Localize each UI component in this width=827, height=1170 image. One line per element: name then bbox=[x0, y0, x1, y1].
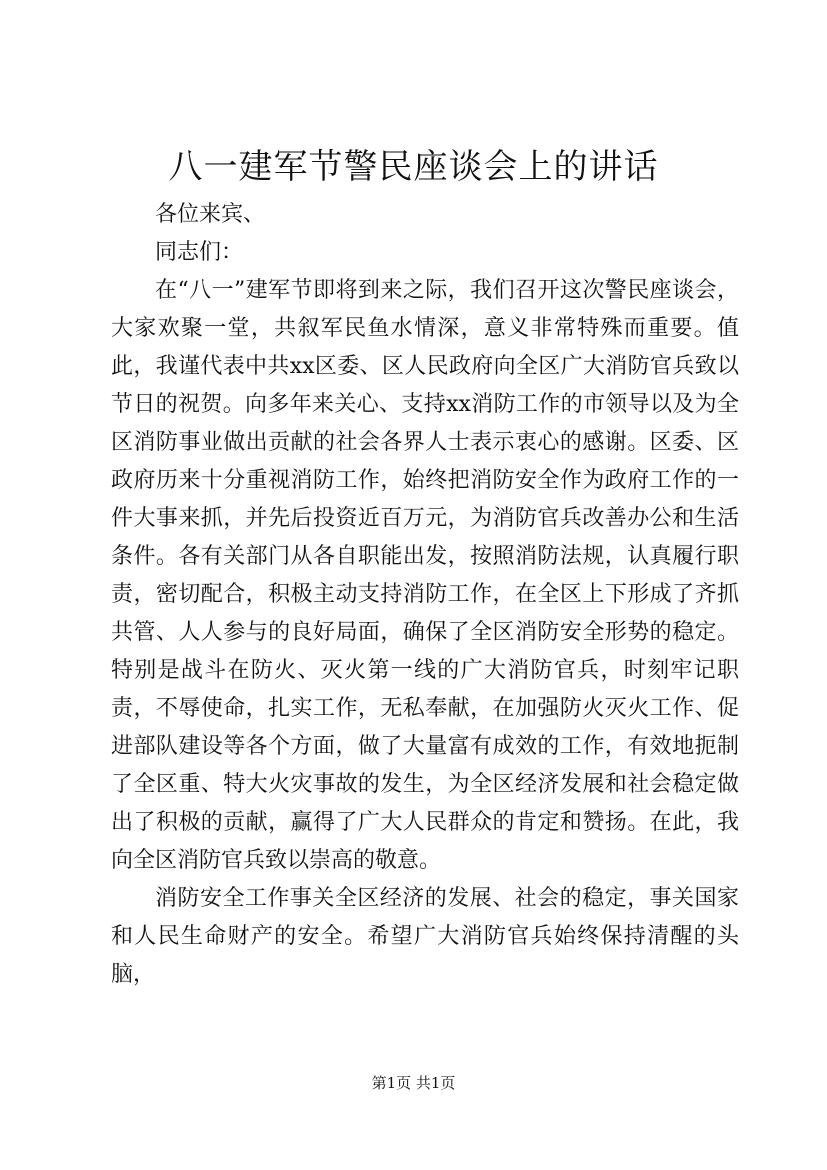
document-title: 八一建军节警民座谈会上的讲话 bbox=[168, 147, 659, 187]
document-body bbox=[111, 196, 739, 994]
body-paragraph-1: 在“八一”建军节即将到来之际，我们召开这次警民座谈会，大家欢聚一堂，共叙军民鱼水情深，意义非常特殊而重要。值此，我谨代表中共xx区委、区人民政府向全区广大消防官兵致以节日的祝贺。向多年来关心、支持xx消防工作的市领导以及为全区消防事业做出贡献的社会各界人士表示衷心的感谢。区委、区政府历来十分重视消防工作，始终把消防安全作为政府工作的一件大事来抓，并先后投资近百万元，为消防官兵改善办公和生活条件。各有关部门从各自职能出发，按照消防法规，认真履行职责，密切配合，积极主动支持消防工作，在全区上下形成了齐抓共管、人人参与的良好局面，确保了全区消防安全形势的稳定。特别是战斗在防火、灭火第一线的广大消防官兵，时刻牢记职责，不辱使命，扎实工作，无私奉献，在加强防火灭火工作、促进部队建设等各个方面，做了大量富有成效的工作，有效地扼制了全区重、特大火灾事故的发生，为全区经济发展和社会稳定做出了积极的贡献，赢得了广大人民群众的肯定和赞扬。在此，我向全区消防官兵致以崇高的敬意。 bbox=[111, 278, 739, 873]
salutation-line-1: 各位来宾、 bbox=[155, 202, 266, 227]
page-footer: 第1页 共1页 bbox=[371, 1074, 456, 1092]
body-paragraph-2: 消防安全工作事关全区经济的发展、社会的稳定，事关国家和人民生命财产的安全。希望广大消防官兵始终保持清醒的头脑， bbox=[111, 886, 739, 987]
salutation-line-2: 同志们： bbox=[155, 240, 244, 265]
